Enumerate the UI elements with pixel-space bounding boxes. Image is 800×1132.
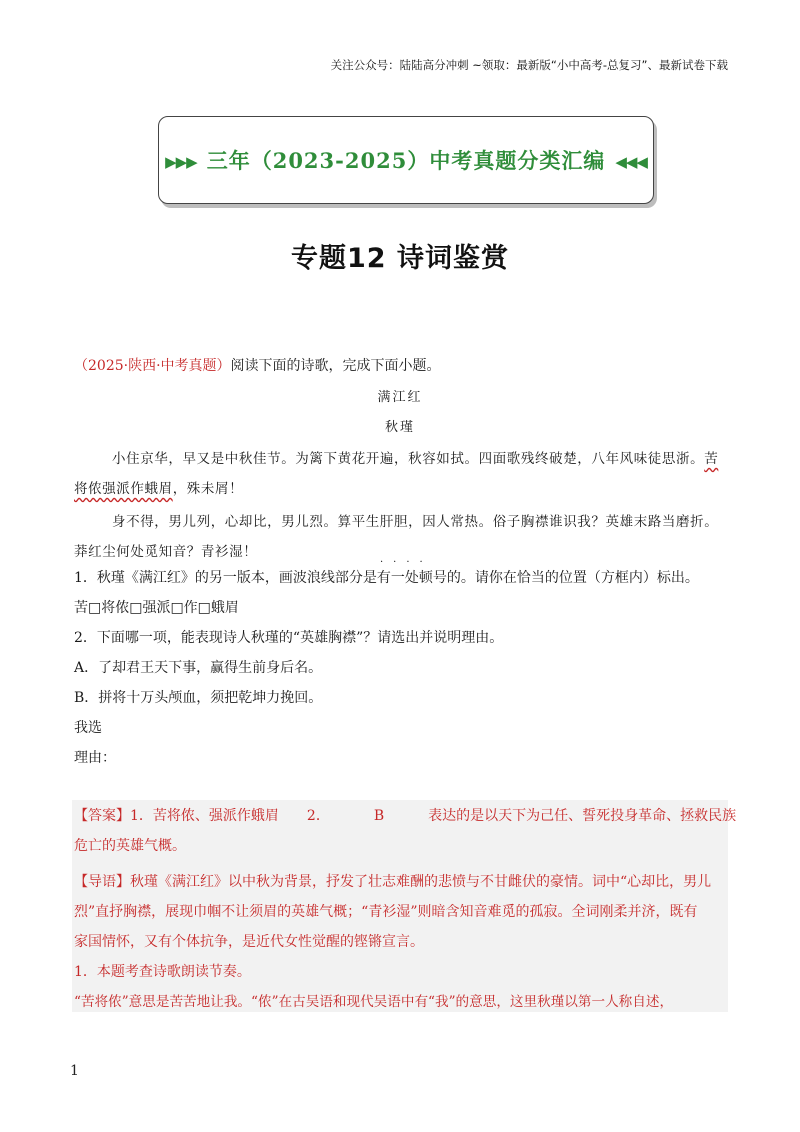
question-1-boxes: 苦□将侬□强派□作□蛾眉	[74, 600, 239, 616]
arrows-left-icon: ◀◀◀	[615, 153, 647, 171]
poem-text: 小住京华，早又是中秋佳节。为篱下黄花开遍，秋容如拭。四面歌残终破楚，八年风味徒思浙。	[112, 451, 705, 467]
question-source: （2025·陕西·中考真题）	[74, 358, 231, 374]
header-note: 关注公众号：陆陆高分冲刺 ~领取：最新版“小中高考-总复习”、最新试卷下载	[330, 58, 728, 72]
arrows-right-icon: ▶▶▶	[165, 153, 197, 171]
answer-part-1: 1．苦将侬、强派作蛾眉	[130, 808, 279, 824]
answer-choice: B	[373, 808, 385, 824]
poem-author: 秋瑾	[384, 420, 415, 435]
wavy-text-end: 将侬强派作蛾眉	[74, 481, 173, 497]
emphasis-dots: ····	[380, 557, 433, 568]
banner-title: 三年（2023-2025）中考真题分类汇编	[206, 148, 606, 173]
reason-label: 理由：	[74, 750, 116, 766]
option-a: A．了却君王天下事，赢得生前身后名。	[74, 660, 323, 676]
poem-line-1	[112, 447, 718, 467]
answer-part-2: 2．	[306, 808, 330, 824]
question-instruction: 阅读下面的诗歌，完成下面小题。	[230, 358, 441, 374]
page-title: 专题12 诗词鉴赏	[291, 243, 509, 274]
poem-text: ，殊未屑！	[172, 481, 244, 497]
poem-line-4: 莽红尘何处觅知音？青衫湿！	[74, 544, 258, 560]
guide-label: 【导语】	[74, 874, 130, 890]
poem-line-3: 身不得，男儿列，心却比，男儿烈。算平生肝胆，因人常热。俗子胸襟谁识我？英雄末路当磨折。	[112, 514, 719, 530]
explain-line-2: “苦将侬”意思是苦苦地让我。“侬”在古吴语和现代吴语中有“我”的意思，这里秋瑾以第一人称自述，	[74, 994, 674, 1010]
page-number: 1	[70, 1063, 79, 1079]
guide-line-2: 烈”直抒胸襟，展现巾帼不让须眉的英雄气概；“青衫湿”则暗含知音难觅的孤寂。全词刚柔并济，既有	[74, 904, 698, 920]
question-1: 1．秋瑾《满江红》的另一版本，画波浪线部分是有一处顿号的。请你在恰当的位置（方框内）标出。	[74, 570, 699, 586]
explain-line-1: 1．本题考查诗歌朗读节奏。	[74, 964, 251, 980]
choose-label: 我选	[74, 720, 102, 736]
poem-title: 满江红	[377, 390, 423, 405]
poem-line-2	[74, 477, 243, 497]
answer-line-2: 危亡的英雄气概。	[74, 838, 186, 854]
answer-line-1	[74, 806, 736, 826]
banner-title-wrap	[155, 145, 657, 175]
question-2: 2．下面哪一项，能表现诗人秋瑾的“英雄胸襟”？请选出并说明理由。	[74, 630, 504, 646]
guide-text: 秋瑾《满江红》以中秋为背景，抒发了壮志难酬的悲愤与不甘雌伏的豪情。词中“心却比，男儿	[130, 874, 712, 890]
guide-line-1	[74, 872, 711, 892]
answer-part-3: 表达的是以天下为己任、誓死投身革命、拯救民族	[428, 808, 737, 824]
guide-line-3: 家国情怀，又有个体抗争，是近代女性觉醒的铿锵宣言。	[74, 934, 424, 950]
question-intro	[74, 356, 441, 376]
wavy-text-start: 苦	[704, 451, 719, 467]
answer-label: 【答案】	[74, 808, 130, 824]
series-banner	[158, 116, 654, 204]
option-b: B．拼将十万头颅血，须把乾坤力挽回。	[74, 690, 323, 706]
